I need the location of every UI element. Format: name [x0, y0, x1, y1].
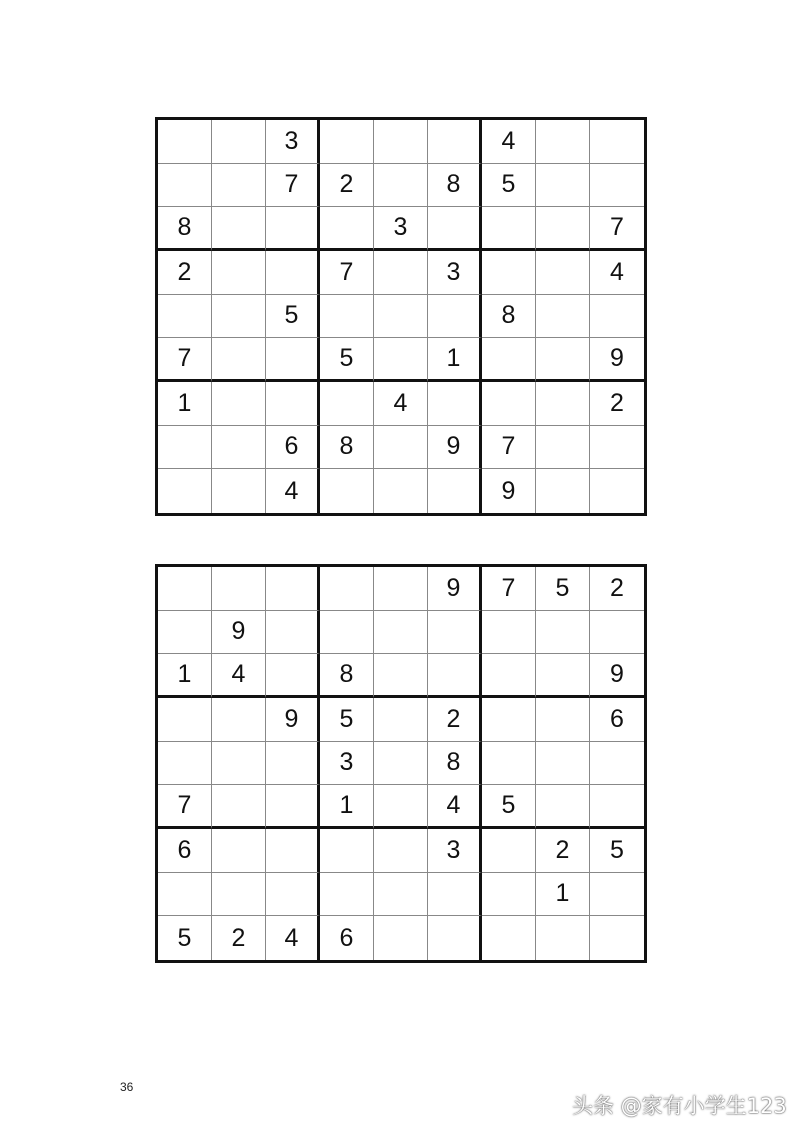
sudoku-cell: 9 [428, 567, 482, 611]
sudoku-cell [266, 829, 320, 873]
sudoku-cell: 6 [320, 916, 374, 960]
sudoku-cell [212, 469, 266, 513]
sudoku-cell [428, 469, 482, 513]
sudoku-cell: 8 [158, 207, 212, 251]
sudoku-cell [590, 742, 644, 786]
sudoku-cell [320, 567, 374, 611]
sudoku-cell [374, 120, 428, 164]
sudoku-cell [158, 469, 212, 513]
sudoku-cell [212, 742, 266, 786]
sudoku-cell [482, 698, 536, 742]
sudoku-cell [536, 120, 590, 164]
sudoku-cell: 9 [590, 654, 644, 698]
sudoku-cell [266, 785, 320, 829]
sudoku-cell [320, 120, 374, 164]
sudoku-cell [428, 916, 482, 960]
sudoku-cell: 7 [320, 251, 374, 295]
sudoku-cell: 1 [320, 785, 374, 829]
sudoku-cell [482, 251, 536, 295]
sudoku-cell [536, 338, 590, 382]
sudoku-cell [374, 251, 428, 295]
sudoku-cell: 3 [428, 829, 482, 873]
sudoku-cell [590, 426, 644, 470]
sudoku-cell [536, 251, 590, 295]
sudoku-cell [158, 742, 212, 786]
sudoku-cell: 1 [536, 873, 590, 917]
sudoku-cell [320, 829, 374, 873]
sudoku-cell [212, 382, 266, 426]
sudoku-cell: 8 [428, 742, 482, 786]
sudoku-cell: 5 [158, 916, 212, 960]
sudoku-cell: 1 [428, 338, 482, 382]
sudoku-cell: 4 [212, 654, 266, 698]
sudoku-cell [212, 251, 266, 295]
sudoku-cell [212, 164, 266, 208]
sudoku-cell: 2 [536, 829, 590, 873]
sudoku-cell: 2 [590, 382, 644, 426]
sudoku-cell: 3 [266, 120, 320, 164]
sudoku-cell: 9 [266, 698, 320, 742]
sudoku-cell [590, 295, 644, 339]
sudoku-cell [212, 338, 266, 382]
sudoku-cell: 9 [590, 338, 644, 382]
sudoku-cell [212, 295, 266, 339]
sudoku-cell [212, 829, 266, 873]
sudoku-cell [374, 567, 428, 611]
sudoku-cell [428, 120, 482, 164]
sudoku-cell: 7 [266, 164, 320, 208]
sudoku-cell: 3 [374, 207, 428, 251]
sudoku-cell [428, 382, 482, 426]
sudoku-cell [482, 207, 536, 251]
sudoku-cell [374, 916, 428, 960]
sudoku-cell [482, 873, 536, 917]
sudoku-cell [536, 469, 590, 513]
sudoku-cell [374, 785, 428, 829]
sudoku-cell [590, 611, 644, 655]
sudoku-cell: 9 [482, 469, 536, 513]
sudoku-cell [212, 698, 266, 742]
sudoku-cell [590, 120, 644, 164]
sudoku-cell: 4 [266, 469, 320, 513]
sudoku-cell: 1 [158, 382, 212, 426]
sudoku-cell: 1 [158, 654, 212, 698]
sudoku-cell [536, 207, 590, 251]
sudoku-cell [266, 873, 320, 917]
sudoku-cell [536, 742, 590, 786]
sudoku-cell [482, 338, 536, 382]
sudoku-cell [428, 207, 482, 251]
sudoku-cell [374, 829, 428, 873]
sudoku-cell [374, 654, 428, 698]
sudoku-cell [320, 295, 374, 339]
sudoku-cell: 2 [590, 567, 644, 611]
sudoku-cell [320, 611, 374, 655]
sudoku-cell: 4 [590, 251, 644, 295]
sudoku-cell [266, 382, 320, 426]
sudoku-cell [158, 611, 212, 655]
sudoku-cell [374, 469, 428, 513]
sudoku-cell: 7 [482, 567, 536, 611]
sudoku-cell [482, 829, 536, 873]
sudoku-cell: 5 [482, 785, 536, 829]
sudoku-cell [266, 251, 320, 295]
sudoku-cell: 7 [590, 207, 644, 251]
sudoku-cell [320, 873, 374, 917]
sudoku-cell [320, 469, 374, 513]
sudoku-cell: 7 [158, 338, 212, 382]
sudoku-cell: 3 [320, 742, 374, 786]
sudoku-cell: 9 [212, 611, 266, 655]
sudoku-cell: 6 [266, 426, 320, 470]
sudoku-cell: 5 [320, 698, 374, 742]
sudoku-cell [320, 382, 374, 426]
sudoku-cell [158, 120, 212, 164]
sudoku-cell [266, 611, 320, 655]
sudoku-cell [212, 426, 266, 470]
sudoku-cell [482, 611, 536, 655]
sudoku-cell [212, 785, 266, 829]
sudoku-cell [374, 611, 428, 655]
sudoku-cell: 2 [158, 251, 212, 295]
sudoku-cell: 4 [428, 785, 482, 829]
sudoku-cell: 6 [590, 698, 644, 742]
sudoku-cell: 3 [428, 251, 482, 295]
sudoku-cell [590, 916, 644, 960]
sudoku-cell: 4 [482, 120, 536, 164]
sudoku-cell [158, 873, 212, 917]
sudoku-puzzle-1 [155, 117, 647, 516]
sudoku-cell [158, 698, 212, 742]
sudoku-cell: 2 [212, 916, 266, 960]
sudoku-cell [428, 873, 482, 917]
page-number: 36 [120, 1080, 134, 1094]
sudoku-cell [536, 698, 590, 742]
sudoku-cell [482, 742, 536, 786]
sudoku-cell [482, 916, 536, 960]
sudoku-cell [428, 295, 482, 339]
sudoku-cell: 2 [428, 698, 482, 742]
sudoku-cell [320, 207, 374, 251]
sudoku-cell: 4 [374, 382, 428, 426]
sudoku-cell: 5 [482, 164, 536, 208]
sudoku-cell [374, 698, 428, 742]
sudoku-cell [374, 742, 428, 786]
sudoku-cell [428, 611, 482, 655]
sudoku-cell [266, 207, 320, 251]
sudoku-cell: 2 [320, 164, 374, 208]
sudoku-cell [374, 338, 428, 382]
sudoku-cell: 8 [482, 295, 536, 339]
sudoku-cell [536, 295, 590, 339]
sudoku-cell [266, 742, 320, 786]
sudoku-cell [266, 567, 320, 611]
sudoku-cell [158, 295, 212, 339]
sudoku-cell [374, 426, 428, 470]
sudoku-cell [536, 426, 590, 470]
sudoku-cell [482, 654, 536, 698]
sudoku-cell [266, 654, 320, 698]
sudoku-cell: 5 [590, 829, 644, 873]
sudoku-cell [158, 426, 212, 470]
sudoku-cell [158, 567, 212, 611]
sudoku-cell [536, 785, 590, 829]
sudoku-cell [536, 164, 590, 208]
sudoku-cell: 6 [158, 829, 212, 873]
sudoku-cell: 5 [536, 567, 590, 611]
sudoku-cell [536, 611, 590, 655]
sudoku-cell: 7 [482, 426, 536, 470]
sudoku-cell [212, 207, 266, 251]
sudoku-cell [374, 295, 428, 339]
sudoku-cell [212, 120, 266, 164]
sudoku-cell [590, 785, 644, 829]
sudoku-cell [590, 469, 644, 513]
watermark: 头条 @家有小学生123 [572, 1094, 787, 1118]
sudoku-cell: 8 [320, 654, 374, 698]
sudoku-cell [158, 164, 212, 208]
sudoku-cell: 8 [428, 164, 482, 208]
sudoku-cell: 5 [320, 338, 374, 382]
sudoku-cell [590, 164, 644, 208]
sudoku-cell [482, 382, 536, 426]
sudoku-cell [374, 164, 428, 208]
sudoku-cell [536, 382, 590, 426]
sudoku-cell: 7 [158, 785, 212, 829]
sudoku-puzzle-2 [155, 564, 647, 963]
sudoku-cell: 8 [320, 426, 374, 470]
sudoku-cell [428, 654, 482, 698]
sudoku-cell [212, 567, 266, 611]
sudoku-cell [536, 654, 590, 698]
sudoku-cell [536, 916, 590, 960]
sudoku-cell [374, 873, 428, 917]
sudoku-cell: 4 [266, 916, 320, 960]
sudoku-cell: 9 [428, 426, 482, 470]
sudoku-cell [590, 873, 644, 917]
sudoku-cell [266, 338, 320, 382]
sudoku-cell: 5 [266, 295, 320, 339]
sudoku-cell [212, 873, 266, 917]
